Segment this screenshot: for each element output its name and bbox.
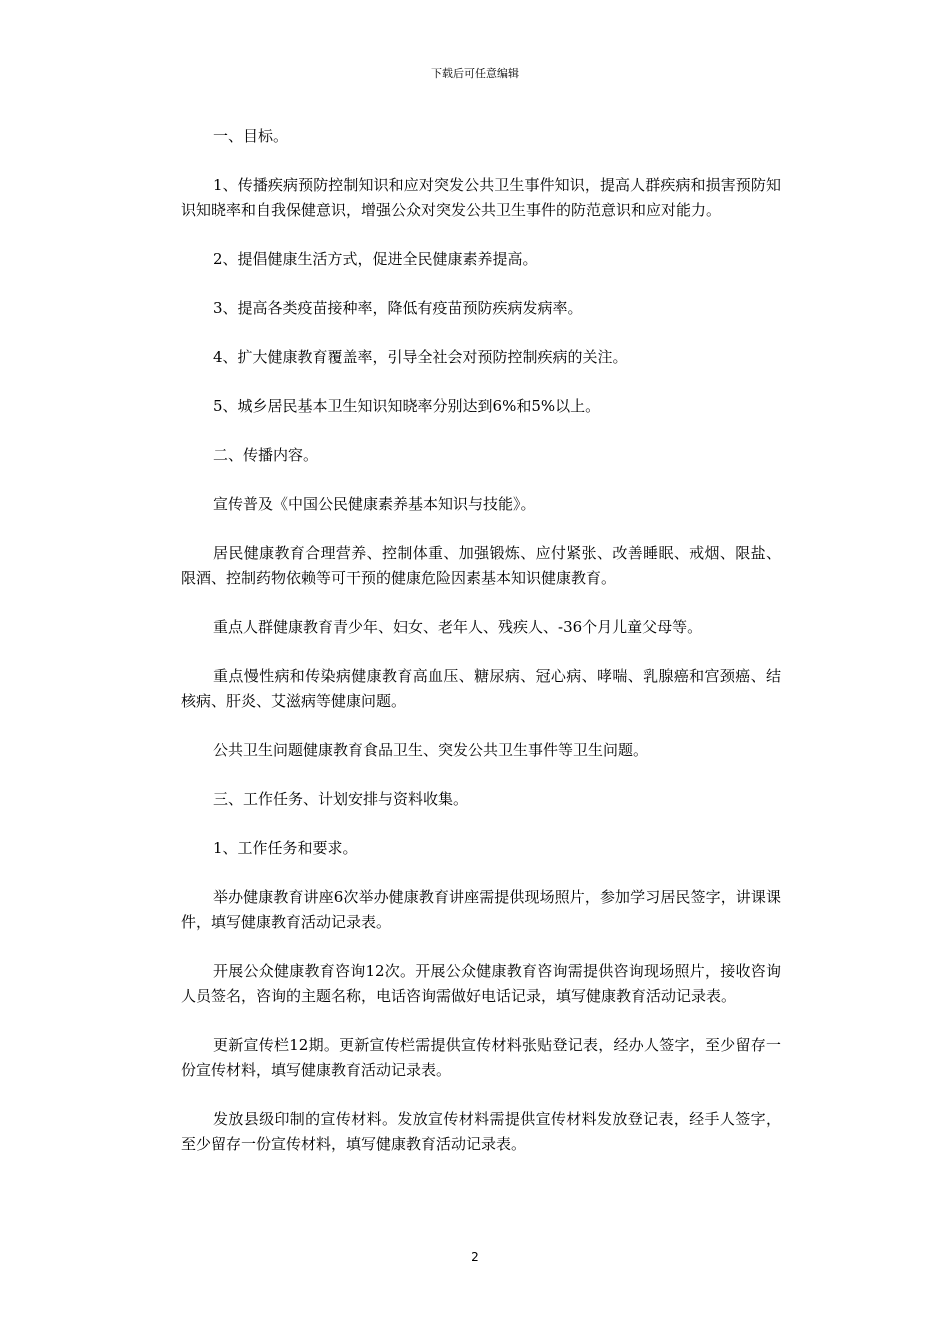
paragraph: 1、传播疾病预防控制知识和应对突发公共卫生事件知识，提高人群疾病和损害预防知识知晓率和自我保健意识，增强公众对突发公共卫生事件的防范意识和应对能力。: [181, 176, 781, 219]
paragraph: 公共卫生问题健康教育食品卫生、突发公共卫生事件等卫生问题。: [213, 741, 649, 759]
paragraph: 4、扩大健康教育覆盖率，引导全社会对预防控制疾病的关注。: [213, 348, 628, 366]
paragraph: 发放县级印制的宣传材料。发放宣传材料需提供宣传材料发放登记表，经手人签字，至少留存一份宣传材料，填写健康教育活动记录表。: [181, 1110, 781, 1153]
paragraph: 重点慢性病和传染病健康教育高血压、糖尿病、冠心病、哮喘、乳腺癌和宫颈癌、结核病、肝炎、艾滋病等健康问题。: [181, 667, 781, 710]
subsection-heading: 1、工作任务和要求。: [213, 839, 358, 857]
paragraph: 举办健康教育讲座6次举办健康教育讲座需提供现场照片，参加学习居民签字，讲课课件，填写健康教育活动记录表。: [181, 888, 781, 931]
paragraph: 宣传普及《中国公民健康素养基本知识与技能》。: [213, 495, 536, 513]
section-heading: 二、传播内容。: [213, 446, 319, 464]
document-body: [181, 124, 781, 1181]
paragraph: 居民健康教育合理营养、控制体重、加强锻炼、应付紧张、改善睡眠、戒烟、限盐、限酒、控制药物依赖等可干预的健康危险因素基本知识健康教育。: [181, 544, 781, 587]
paragraph: 更新宣传栏12期。更新宣传栏需提供宣传材料张贴登记表，经办人签字，至少留存一份宣传材料，填写健康教育活动记录表。: [181, 1036, 781, 1079]
page-header: 下载后可任意编辑: [431, 67, 519, 80]
paragraph: 开展公众健康教育咨询12次。开展公众健康教育咨询需提供咨询现场照片，接收咨询人员签名，咨询的主题名称，电话咨询需做好电话记录，填写健康教育活动记录表。: [181, 962, 781, 1005]
paragraph: 3、提高各类疫苗接种率，降低有疫苗预防疾病发病率。: [213, 299, 583, 317]
paragraph: 重点人群健康教育青少年、妇女、老年人、残疾人、-36个月儿童父母等。: [213, 618, 703, 636]
section-heading: 三、工作任务、计划安排与资料收集。: [213, 790, 469, 808]
paragraph: 5、城乡居民基本卫生知识知晓率分别达到6%和5%以上。: [213, 397, 601, 415]
page-number: 2: [471, 1250, 479, 1264]
section-heading: 一、目标。: [213, 127, 289, 145]
paragraph: 2、提倡健康生活方式，促进全民健康素养提高。: [213, 250, 538, 268]
